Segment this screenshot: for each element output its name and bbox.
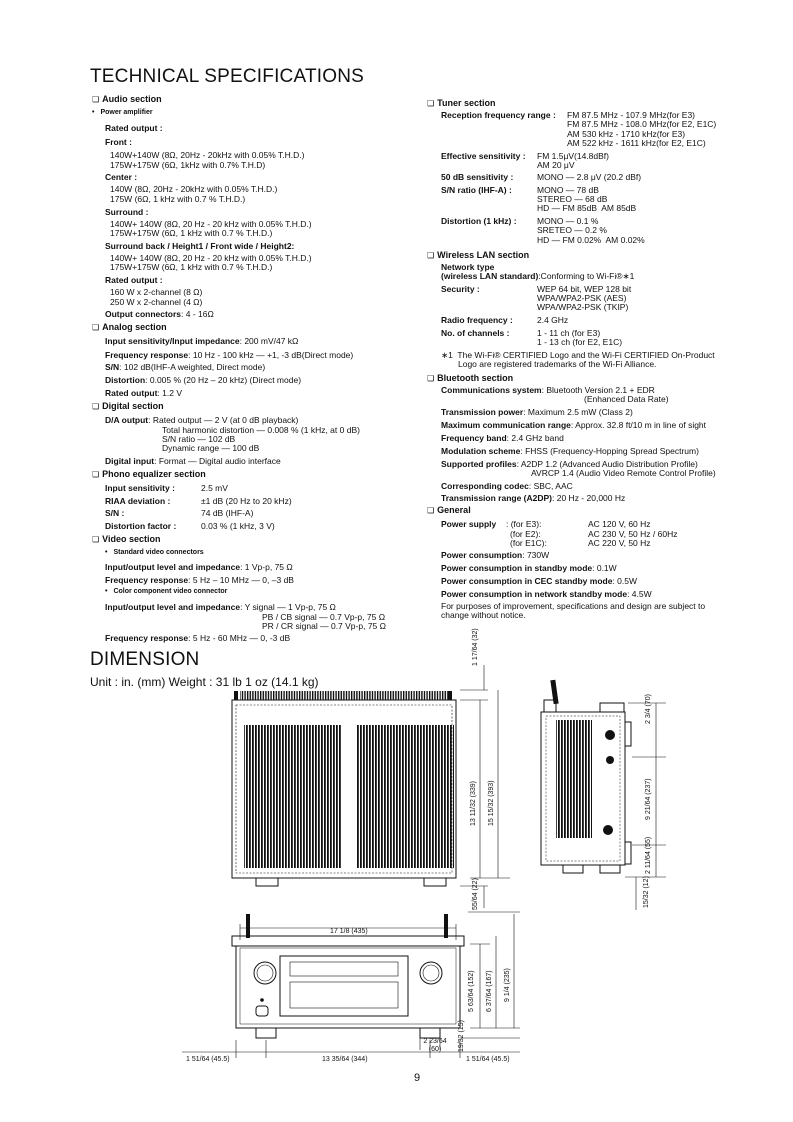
bt-row-6: Supported profiles: A2DP 1.2 (Advanced Audio Distribution Profile) [441, 459, 698, 469]
50db-sensitivity-label: 50 dB sensitivity : [441, 172, 514, 182]
50db-sensitivity-value: MONO — 2.8 μV (20.2 dBf) [537, 172, 642, 182]
standard-video-label: • Standard video connectors [105, 549, 204, 556]
channels-label: No. of channels : [441, 328, 510, 338]
power-supply-e1c: (for E1C): [510, 538, 547, 548]
analog-row-1: Input sensitivity/Input impedance: 200 mV/47 kΩ [105, 336, 299, 346]
rated-output-value-2: 250 W x 2-channel (4 Ω) [110, 297, 203, 307]
surround-back-value-1: 140W+ 140W (8Ω, 20 Hz - 20 kHz with 0.05% T.H.D.) [110, 253, 312, 263]
bt-row-4: Frequency band: 2.4 GHz band [441, 433, 564, 443]
snr-mono: MONO — 78 dB [537, 185, 599, 195]
dim-side-bottom: 15/32 (12) [643, 876, 650, 908]
dim-top-height-1: 1 17/64 (32) [472, 628, 479, 666]
left-vent-grille [244, 725, 342, 868]
surround-back-label: Surround back / Height1 / Front wide / Height2: [105, 241, 295, 251]
bt-row-8: Transmission range (A2DP): 20 Hz - 20,000 Hz [441, 493, 626, 503]
video-section-header: ❏ Video section [92, 534, 161, 544]
dim-front-width: 17 1/8 (435) [330, 928, 368, 935]
center-label: Center : [105, 172, 138, 182]
unit-weight-line: Unit : in. (mm) Weight : 31 lb 1 oz (14.1 kg) [90, 675, 319, 689]
radio-frequency-value: 2.4 GHz [537, 315, 569, 325]
effective-sensitivity-fm: FM 1.5μV(14.8dBf) [537, 151, 609, 161]
rated-output-value-1: 160 W x 2-channel (8 Ω) [110, 287, 203, 297]
dimension-title: DIMENSION [90, 649, 200, 670]
video-row-4: Frequency response: 5 Hz - 60 MHz — 0, -3 dB [105, 633, 291, 643]
dim-front-feet: 2 23/64 (60) [423, 1038, 447, 1053]
wifi-note-2: Logo are registered trademarks of the Wi-Fi Alliance. [458, 359, 657, 369]
dim-center: 13 35/64 (344) [322, 1056, 368, 1063]
dim-front-h1: 5 63/64 (152) [468, 970, 475, 1012]
video-row-2: Frequency response: 5 Hz – 10 MHz — 0, –3 dB [105, 575, 294, 585]
am-range-e2: AM 522 kHz - 1611 kHz(for E2, E1C) [567, 138, 706, 148]
security-tkip: WPA/WPA2-PSK (TKIP) [537, 302, 629, 312]
top-edge-vents [240, 691, 448, 700]
da-output-dynamic: Dynamic range — 100 dB [162, 443, 260, 453]
top-view-drawing [232, 691, 456, 886]
channels-e2: 1 - 13 ch (for E2, E1C) [537, 337, 623, 347]
security-aes: WPA/WPA2-PSK (AES) [537, 293, 627, 303]
analog-row-2: Frequency response: 10 Hz - 100 kHz — +1, -3 dB(Direct mode) [105, 350, 354, 360]
surround-back-value-2: 175W+175W (6Ω, 1 kHz with 0.7 % T.H.D.) [110, 262, 273, 272]
dim-right: 1 51/64 (45.5) [466, 1056, 510, 1063]
effective-sensitivity-am: AM 20 μV [537, 160, 575, 170]
phono-value-4: 0.03 % (1 kHz, 3 V) [201, 521, 275, 531]
phono-label-2: RIAA deviation : [105, 496, 171, 506]
da-output-thd: Total harmonic distortion — 0.008 % (1 kHz, at 0 dB) [162, 425, 360, 435]
power-supply-e3-value: AC 120 V, 60 Hz [588, 519, 651, 529]
fm-range-e3: FM 87.5 MHz - 107.9 MHz(for E3) [567, 110, 696, 120]
output-connectors-value: : 4 - 16Ω [181, 309, 214, 319]
power-supply-e2: (for E2): [510, 529, 541, 539]
power-supply-e1c-value: AC 220 V, 50 Hz [588, 538, 651, 548]
dim-side-low: 2 11/64 (55) [645, 836, 652, 874]
analog-section-header: ❏ Analog section [92, 322, 167, 332]
am-range-e3: AM 530 kHz - 1710 kHz(for E3) [567, 129, 686, 139]
dim-side-top: 2 3/4 (70) [645, 694, 652, 724]
video-row-1: Input/output level and impedance: 1 Vp-p, 75 Ω [105, 562, 293, 572]
network-type-row: (wireless LAN standard):Conforming to Wi-Fi®∗1 [441, 271, 635, 281]
surround-value-1: 140W+ 140W (8Ω, 20 Hz - 20 kHz with 0.05% T.H.D.) [110, 219, 312, 229]
center-value-2: 175W (6Ω, 1 kHz with 0.7 % T.H.D.) [110, 194, 246, 204]
tuner-section-header: ❏ Tuner section [427, 98, 496, 108]
channels-e3: 1 - 11 ch (for E3) [537, 328, 601, 338]
video-pb-signal: PB / CB signal — 0.7 Vp-p, 75 Ω [262, 612, 386, 622]
power-supply-e3: : (for E3): [506, 519, 542, 529]
effective-sensitivity-label: Effective sensitivity : [441, 151, 526, 161]
surround-value-2: 175W+175W (6Ω, 1 kHz with 0.7 % T.H.D.) [110, 228, 273, 238]
power-supply-e2-value: AC 230 V, 50 Hz / 60Hz [588, 529, 678, 539]
radio-frequency-label: Radio frequency : [441, 315, 513, 325]
side-view-drawing [541, 680, 631, 873]
bt-row-2: Transmission power: Maximum 2.5 mW (Class 2) [441, 407, 633, 417]
bluetooth-section-header: ❏ Bluetooth section [427, 373, 513, 383]
phono-section-header: ❏ Phono equalizer section [92, 469, 206, 479]
power-supply-label: Power supply [441, 519, 497, 529]
da-output-snr: S/N ratio — 102 dB [162, 434, 236, 444]
page-title: TECHNICAL SPECIFICATIONS [90, 66, 365, 87]
phono-label-1: Input sensitivity : [105, 483, 175, 493]
dim-side-mid: 9 21/64 (237) [645, 778, 652, 820]
snr-label: S/N ratio (IHF-A) : [441, 185, 512, 195]
dim-top-mid: 13 11/32 (339) [470, 780, 477, 826]
phono-label-4: Distortion factor : [105, 521, 177, 531]
component-video-label: • Color component video connector [105, 588, 227, 595]
fm-range-e2: FM 87.5 MHz - 108.0 MHz(for E2, E1C) [567, 119, 717, 129]
security-wep: WEP 64 bit, WEP 128 bit [537, 284, 632, 294]
analog-row-5: Rated output: 1.2 V [105, 388, 182, 398]
improvement-note-2: change without notice. [441, 610, 526, 620]
distortion-stereo: SRETEO — 0.2 % [537, 225, 607, 235]
reception-range-label: Reception frequency range : [441, 110, 556, 120]
network-type-label: Network type [441, 262, 495, 272]
general-section-header: ❏ General [427, 505, 471, 515]
bt-avrcp: AVRCP 1.4 (Audio Video Remote Control Profile) [531, 468, 716, 478]
page-number: 9 [414, 1072, 421, 1084]
cec-standby-row: Power consumption in CEC standby mode: 0.5W [441, 576, 637, 586]
wifi-note-1: ∗1 The Wi-Fi® CERTIFIED Logo and the Wi-Fi CERTIFIED On-Product [441, 350, 715, 360]
dim-top-bottom: 55/64 (22) [472, 878, 479, 910]
distortion-hd: HD — FM 0.02% AM 0.02% [537, 235, 645, 245]
standby-row: Power consumption in standby mode: 0.1W [441, 563, 617, 573]
analog-row-4: Distortion: 0.005 % (20 Hz – 20 kHz) (Direct mode) [105, 375, 302, 385]
audio-section-header: ❏ Audio section [92, 94, 162, 104]
dim-front-h2: 6 37/64 (167) [486, 970, 493, 1012]
dim-top-full: 15 15/32 (393) [488, 780, 495, 826]
snr-stereo: STEREO — 68 dB [537, 194, 608, 204]
digital-input-row: Digital input: Format — Digital audio interface [105, 456, 281, 466]
power-consumption-row: Power consumption: 730W [441, 550, 550, 560]
wlan-section-header: ❏ Wireless LAN section [427, 250, 529, 260]
improvement-note-1: For purposes of improvement, specifications and design are subject to [441, 601, 706, 611]
video-pr-signal: PR / CR signal — 0.7 Vp-p, 75 Ω [262, 621, 386, 631]
analog-row-3: S/N: 102 dB(IHF-A weighted, Direct mode) [105, 362, 266, 372]
dim-left: 1 51/64 (45.5) [186, 1056, 230, 1063]
phono-value-2: ±1 dB (20 Hz to 20 kHz) [201, 496, 292, 506]
front-label: Front : [105, 137, 132, 147]
bt-row-7: Corresponding codec: SBC, AAC [441, 481, 573, 491]
dim-front-foot: 19/32 (15) [458, 1020, 465, 1052]
rated-output-label: Rated output : [105, 123, 163, 133]
top-view-dimension-lines [460, 665, 510, 908]
phono-label-3: S/N : [105, 508, 125, 518]
dim-front-h3: 9 1/4 (235) [504, 968, 511, 1002]
distortion-mono: MONO — 0.1 % [537, 216, 599, 226]
rated-output-2-label: Rated output : [105, 275, 163, 285]
distortion-label: Distortion (1 kHz) : [441, 216, 517, 226]
bt-row-5: Modulation scheme: FHSS (Frequency-Hopping Spread Spectrum) [441, 446, 699, 456]
surround-label: Surround : [105, 207, 149, 217]
video-row-3: Input/output level and impedance: Y signal — 1 Vp-p, 75 Ω [105, 602, 336, 612]
front-value-1: 140W+140W (8Ω, 20Hz - 20kHz with 0.05% T.H.D.) [110, 150, 305, 160]
security-label: Security : [441, 284, 480, 294]
digital-section-header: ❏ Digital section [92, 401, 164, 411]
power-amplifier-label: • Power amplifier [92, 109, 153, 116]
bt-row-3: Maximum communication range: Approx. 32.8 ft/10 m in line of sight [441, 420, 707, 430]
front-value-2: 175W+175W (6Ω, 1kHz with 0.7% T.H.D) [110, 160, 266, 170]
center-value-1: 140W (8Ω, 20Hz - 20kHz with 0.05% T.H.D.) [110, 184, 278, 194]
da-output-row: D/A output: Rated output — 2 V (at 0 dB playback) [105, 415, 299, 425]
bt-edr: (Enhanced Data Rate) [584, 394, 669, 404]
network-standby-row: Power consumption in network standby mode: 4.5W [441, 589, 652, 599]
snr-hd: HD — FM 85dB AM 85dB [537, 203, 637, 213]
phono-value-1: 2.5 mV [201, 483, 228, 493]
phono-value-3: 74 dB (IHF-A) [201, 508, 254, 518]
right-vent-grille [356, 725, 454, 868]
bt-row-1: Communications system: Bluetooth Version 2.1 + EDR [441, 385, 655, 395]
output-connectors-label: Output connectors: 4 - 16Ω [105, 309, 214, 319]
